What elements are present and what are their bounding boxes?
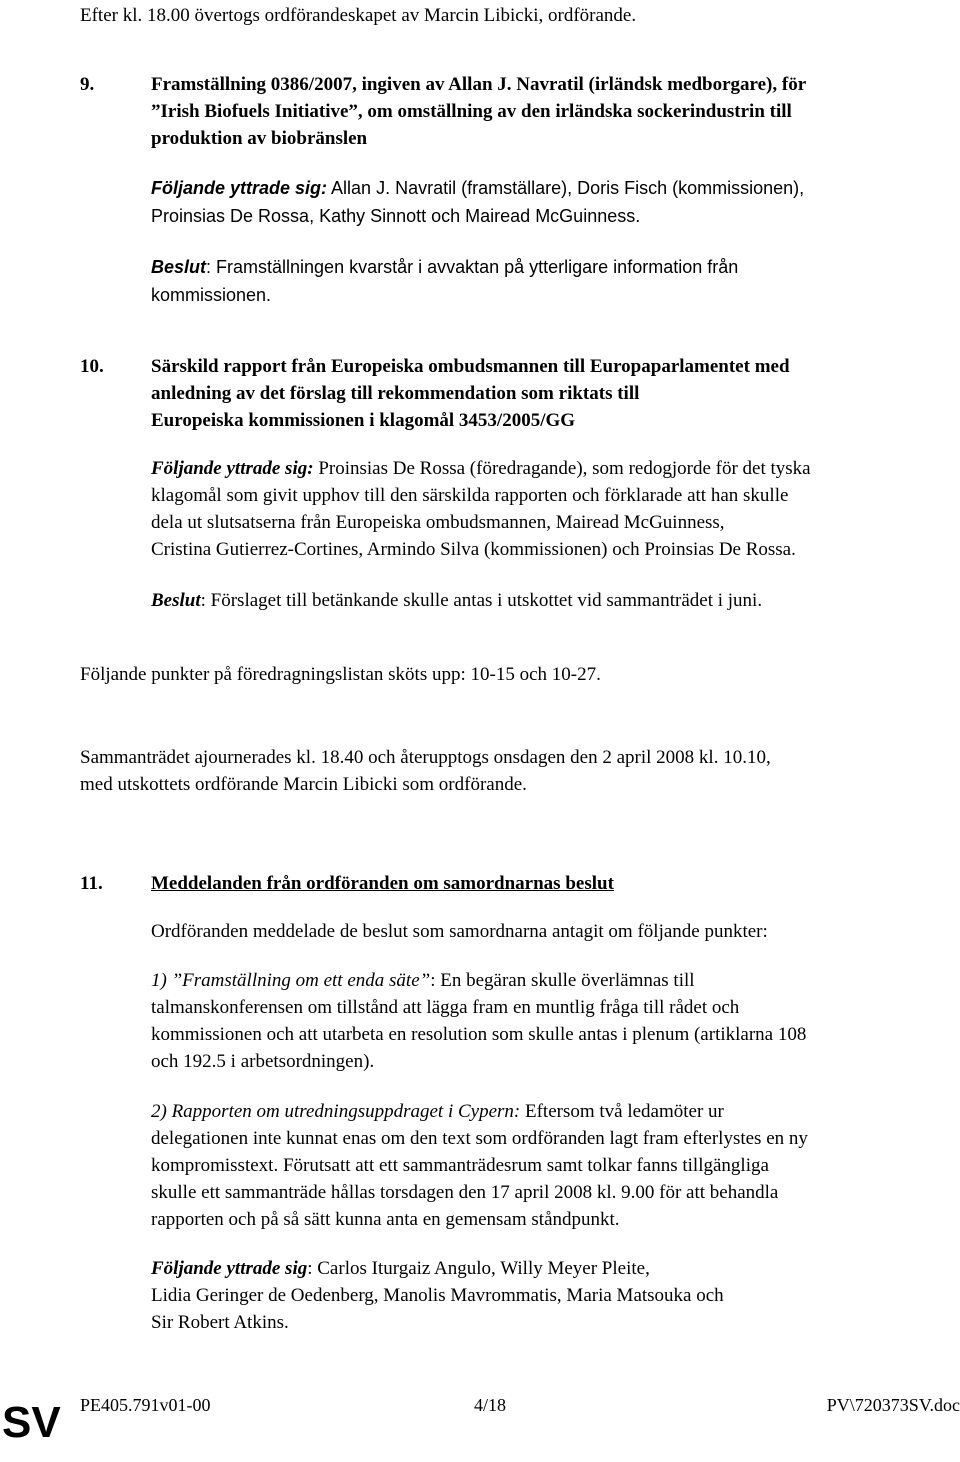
item-11-point-1-line-4: och 192.5 i arbetsordningen).	[151, 1051, 375, 1072]
adjourn-line-2: med utskottets ordförande Marcin Libicki som ordförande.	[80, 774, 527, 795]
item-11-speakers: Följande yttrade sig: Carlos Iturgaiz Angulo, Willy Meyer Pleite,	[151, 1258, 650, 1279]
item-9-decision-cont: kommissionen.	[151, 285, 272, 305]
item-10-decision: Beslut: Förslaget till betänkande skulle antas i utskottet vid sammanträdet i juni.	[151, 590, 763, 611]
item-9-decision: Beslut: Framställningen kvarstår i avvaktan på ytterligare information från	[151, 257, 739, 277]
item-11-speakers-line-2: Lidia Geringer de Oedenberg, Manolis Mavrommatis, Maria Matsouka och	[151, 1285, 724, 1306]
item-9-speakers: Följande yttrade sig: Allan J. Navratil (framställare), Doris Fisch (kommissionen),	[151, 178, 805, 198]
item-11-point-1-line-2: talmanskonferensen om tillstånd att lägga fram en muntlig fråga till rådet och	[151, 997, 740, 1018]
item-11-point-2-line-5: rapporten och på så sätt kunna anta en gemensam ståndpunkt.	[151, 1209, 620, 1230]
item-11-point-1: 1) ”Framställning om ett enda säte”: En begäran skulle överlämnas till	[151, 970, 695, 991]
item-11-point-2-label: 2) Rapporten om utredningsuppdraget i Cypern:	[151, 1101, 521, 1122]
item-10-speakers-label: Följande yttrade sig:	[151, 458, 314, 479]
footer-page-number: 4/18	[474, 1395, 507, 1415]
item-9-decision-label: Beslut	[151, 257, 207, 277]
item-10-decision-label: Beslut	[151, 590, 201, 611]
item-10-title-line-1: Särskild rapport från Europeiska ombudsmannen till Europaparlamentet med	[151, 356, 790, 377]
footer-doc-ref: PE405.791v01-00	[80, 1395, 211, 1415]
item-9-title-line-1: Framställning 0386/2007, ingiven av Allan J. Navratil (irländsk medborgare), för	[151, 74, 807, 95]
item-11-speakers-label: Följande yttrade sig	[151, 1258, 308, 1279]
item-11-number: 11.	[80, 873, 103, 894]
agenda-note: Följande punkter på föredragningslistan sköts upp: 10-15 och 10-27.	[80, 664, 601, 685]
item-9-title-line-2: ”Irish Biofuels Initiative”, om omställning av den irländska sockerindustrin till	[151, 101, 792, 122]
item-11-title: Meddelanden från ordföranden om samordnarnas beslut	[151, 873, 614, 894]
intro-text: Efter kl. 18.00 övertogs ordförandeskapet av Marcin Libicki, ordförande.	[80, 5, 637, 26]
item-10-title-line-3: Europeiska kommissionen i klagomål 3453/2005/GG	[151, 410, 576, 431]
adjourn-line-1: Sammanträdet ajournerades kl. 18.40 och återupptogs onsdagen den 2 april 2008 kl. 10.10,	[80, 747, 771, 768]
item-11-point-2: 2) Rapporten om utredningsuppdraget i Cypern: Eftersom två ledamöter ur	[151, 1101, 724, 1122]
item-9-speakers-label: Följande yttrade sig:	[151, 178, 328, 198]
item-11-point-2-line-2: delegationen inte kunnat enas om den text som ordföranden lagt fram efterlystes en ny	[151, 1128, 808, 1149]
item-11-intro: Ordföranden meddelade de beslut som samordnarna antagit om följande punkter:	[151, 921, 768, 942]
item-10-speakers-line-3: dela ut slutsatserna från Europeiska ombudsmannen, Mairead McGuinness,	[151, 512, 725, 533]
item-11-point-1-line-3: kommissionen och att utarbeta en resolution som skulle antas i plenum (artiklarna 108	[151, 1024, 807, 1045]
item-10-speakers-line-2: klagomål som givit upphov till den särskilda rapporten och förklarade att han skulle	[151, 485, 789, 506]
item-10-speakers: Följande yttrade sig: Proinsias De Rossa (föredragande), som redogjorde för det tyska	[151, 458, 811, 479]
item-9-speakers-cont: Proinsias De Rossa, Kathy Sinnott och Mairead McGuinness.	[151, 206, 641, 226]
item-11-point-2-line-4: skulle ett sammanträde hållas torsdagen den 17 april 2008 kl. 9.00 för att behandla	[151, 1182, 779, 1203]
item-11-point-1-label: 1) ”Framställning om ett enda säte”	[151, 970, 431, 991]
item-10-number: 10.	[80, 356, 104, 377]
item-10-title-line-2: anledning av det förslag till rekommendation som riktats till	[151, 383, 640, 404]
item-11-speakers-line-3: Sir Robert Atkins.	[151, 1312, 289, 1333]
item-11-point-2-line-3: kompromisstext. Förutsatt att ett sammanträdesrum samt tolkar fanns tillgängliga	[151, 1155, 769, 1176]
item-10-speakers-line-4: Cristina Gutierrez-Cortines, Armindo Silva (kommissionen) och Proinsias De Rossa.	[151, 539, 796, 560]
item-9-title-line-3: produktion av biobränslen	[151, 128, 368, 149]
footer-file-ref: PV\720373SV.doc	[826, 1395, 960, 1415]
language-code: SV	[2, 1398, 61, 1447]
item-9-number: 9.	[80, 74, 95, 95]
